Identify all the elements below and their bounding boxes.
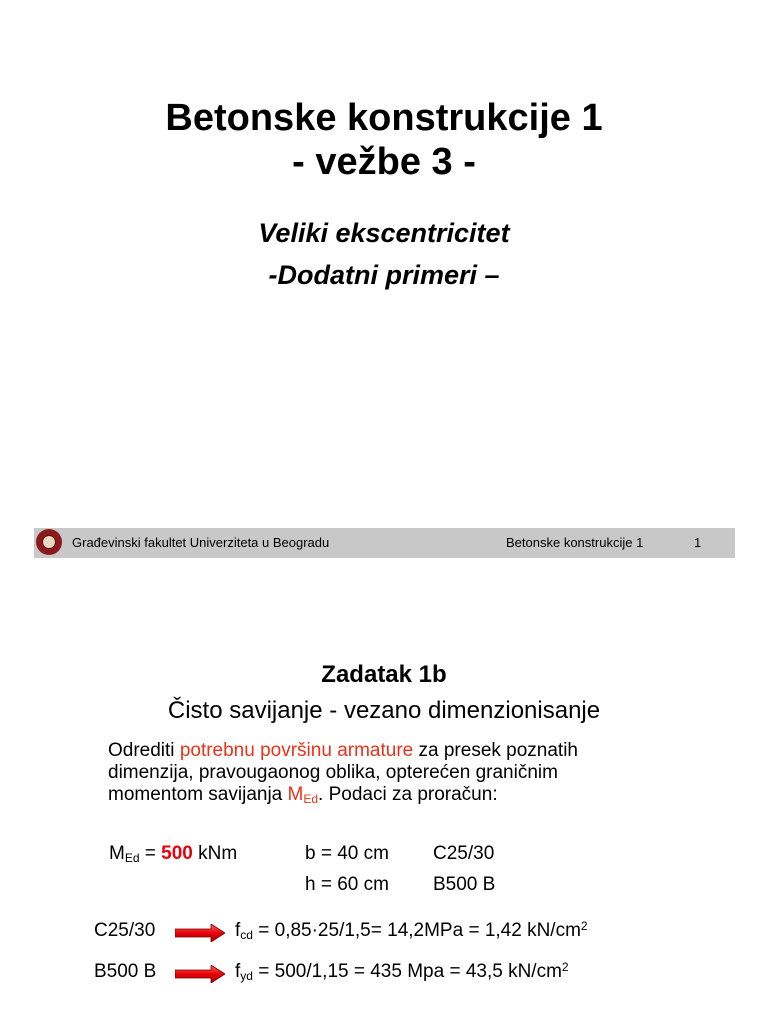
med-symbol: $M_{Ed}$ bbox=[287, 784, 319, 806]
fcd-label: C25/30 bbox=[94, 920, 156, 941]
fcd-formula: $f_{cd} = 0,85\cdot 25/1,5= 14,2MPa = 1,42$ $kN/cm^2$ bbox=[235, 919, 588, 942]
footer-bar bbox=[34, 528, 735, 558]
med-value-row: $M_{Ed} = 500$ kNm bbox=[109, 843, 238, 865]
text: Odrediti bbox=[108, 740, 180, 761]
footer-page-number: 1 bbox=[694, 535, 702, 550]
faculty-logo-icon bbox=[36, 529, 62, 555]
task-paragraph-line2: dimenzija, pravougaonog oblika, opterećen graničnim bbox=[108, 762, 558, 783]
fyd-label: B500 B bbox=[94, 961, 157, 982]
arrow-right-icon bbox=[175, 924, 225, 942]
task-title: Zadatak 1b bbox=[321, 661, 447, 688]
footer-institution: Građevinski fakultet Univerziteta u Beogradu bbox=[72, 535, 330, 550]
task-subtitle: Čisto savijanje - vezano dimenzionisanje bbox=[167, 697, 601, 724]
slide-title-line2: - vežbe 3 - bbox=[292, 141, 476, 183]
task-paragraph-line3 bbox=[108, 785, 498, 805]
footer-course: Betonske konstrukcije 1 bbox=[506, 535, 644, 550]
task-paragraph-line1 bbox=[108, 741, 578, 761]
steel-class: B500 B bbox=[433, 874, 496, 895]
text: momentom savijanja bbox=[108, 784, 288, 805]
width-value: b = 40 cm bbox=[305, 843, 389, 864]
slide-title: Betonske konstrukcije 1 bbox=[165, 97, 603, 139]
slide-subtitle: Veliki ekscentricitet bbox=[258, 218, 510, 248]
fyd-formula: $f_{yd} = 500/1,15 = 435$ Mpa = 43,5 $kN/cm^2$ bbox=[235, 960, 569, 983]
height-value: h = 60 cm bbox=[305, 874, 389, 895]
text: . Podaci za proračun: bbox=[318, 784, 498, 805]
arrow-right-icon bbox=[175, 965, 225, 983]
med-value: 500 bbox=[161, 843, 193, 864]
text: za presek poznatih bbox=[413, 740, 578, 761]
slide-subtitle-line2: -Dodatni primeri – bbox=[268, 260, 500, 290]
highlight-text: potrebnu površinu armature bbox=[179, 740, 414, 761]
concrete-class: C25/30 bbox=[433, 843, 495, 864]
